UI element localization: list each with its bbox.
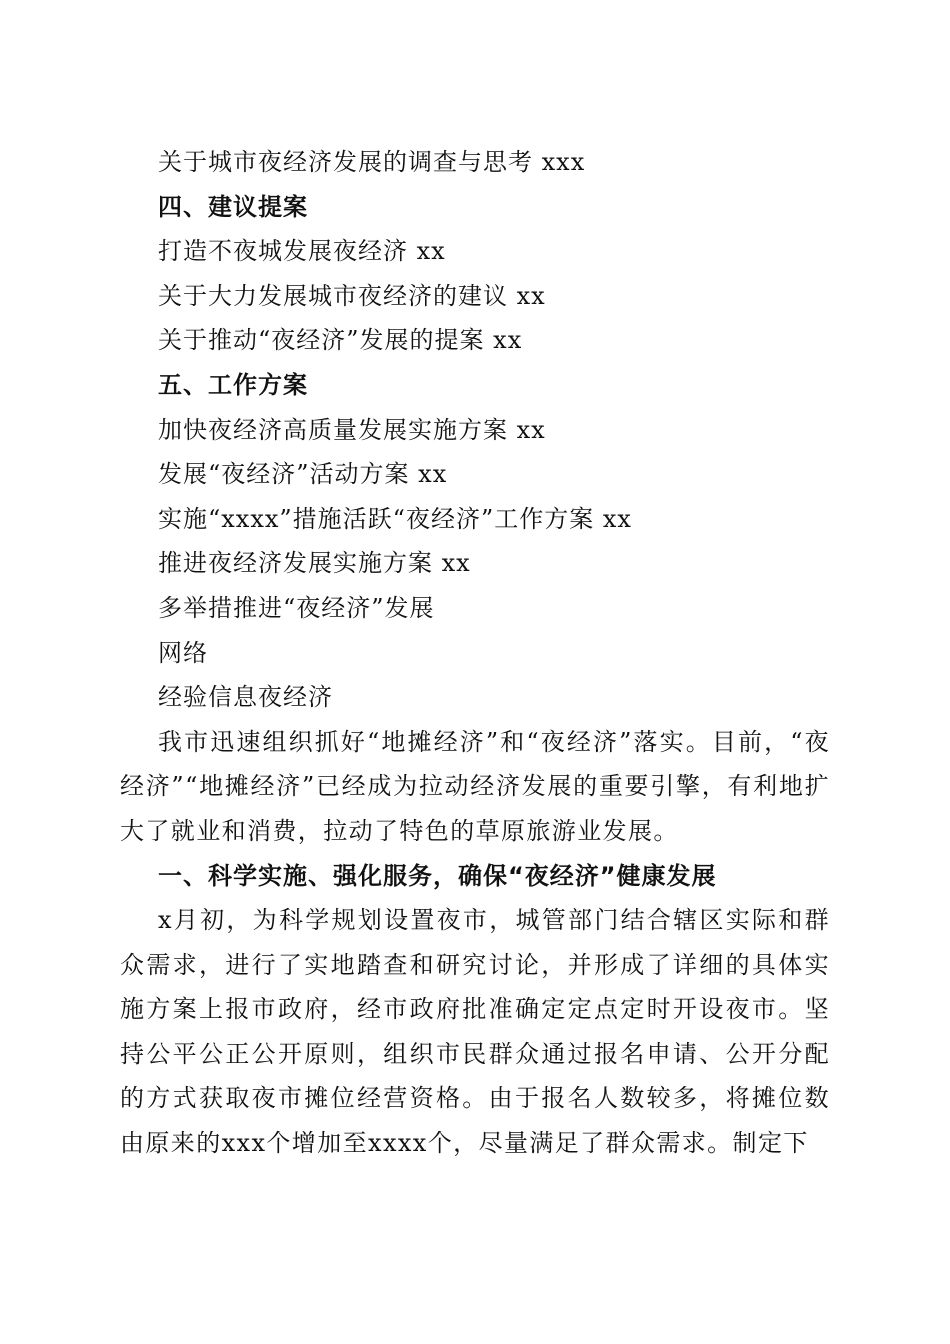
toc-entry: 多举措推进“夜经济”发展 (158, 593, 435, 622)
toc-entry: 打造不夜城发展夜经济 xx (158, 237, 446, 266)
intro-paragraph: 我市迅速组织抓好“地摊经济”和“夜经济”落实。目前，“夜经济”“地摊经济”已经成为拉动经济发展的重要引擎，有利地扩大了就业和消费，拉动了特色的草原旅游业发展。 (120, 727, 830, 845)
toc-entry: 加快夜经济高质量发展实施方案 xx (158, 415, 546, 444)
toc-entry: 网络 (158, 638, 208, 667)
toc-entry: 实施“xxxx”措施活跃“夜经济”工作方案 xx (158, 504, 632, 533)
toc-entry: 关于大力发展城市夜经济的建议 xx (158, 281, 546, 310)
toc-entry: 发展“夜经济”活动方案 xx (158, 460, 448, 489)
toc-entry: 推进夜经济发展实施方案 xx (158, 549, 471, 578)
toc-entry: 经验信息夜经济 (158, 683, 333, 712)
toc-entry: 关于城市夜经济发展的调查与思考 xxx (158, 148, 586, 176)
document-body (120, 140, 830, 1166)
section-heading-work-plans: 五、工作方案 (158, 370, 308, 399)
toc-entry: 关于推动“夜经济”发展的提案 xx (158, 326, 523, 355)
section-paragraph: x月初，为科学规划设置夜市，城管部门结合辖区实际和群众需求，进行了实地踏查和研究讨论，并形成了详细的具体实施方案上报市政府，经市政府批准确定定点定时开设夜市。坚持公平公正公开原则，组织市民群众通过报名申请、公开分配的方式获取夜市摊位经营资格。由于报名人数较多，将摊位数由原来的xxx个增加至xxxx个，尽量满足了群众需求。制定下 (120, 906, 830, 1158)
section-heading-proposals: 四、建议提案 (158, 192, 308, 221)
section-heading-night-economy: 一、科学实施、强化服务，确保“夜经济”健康发展 (158, 861, 717, 890)
